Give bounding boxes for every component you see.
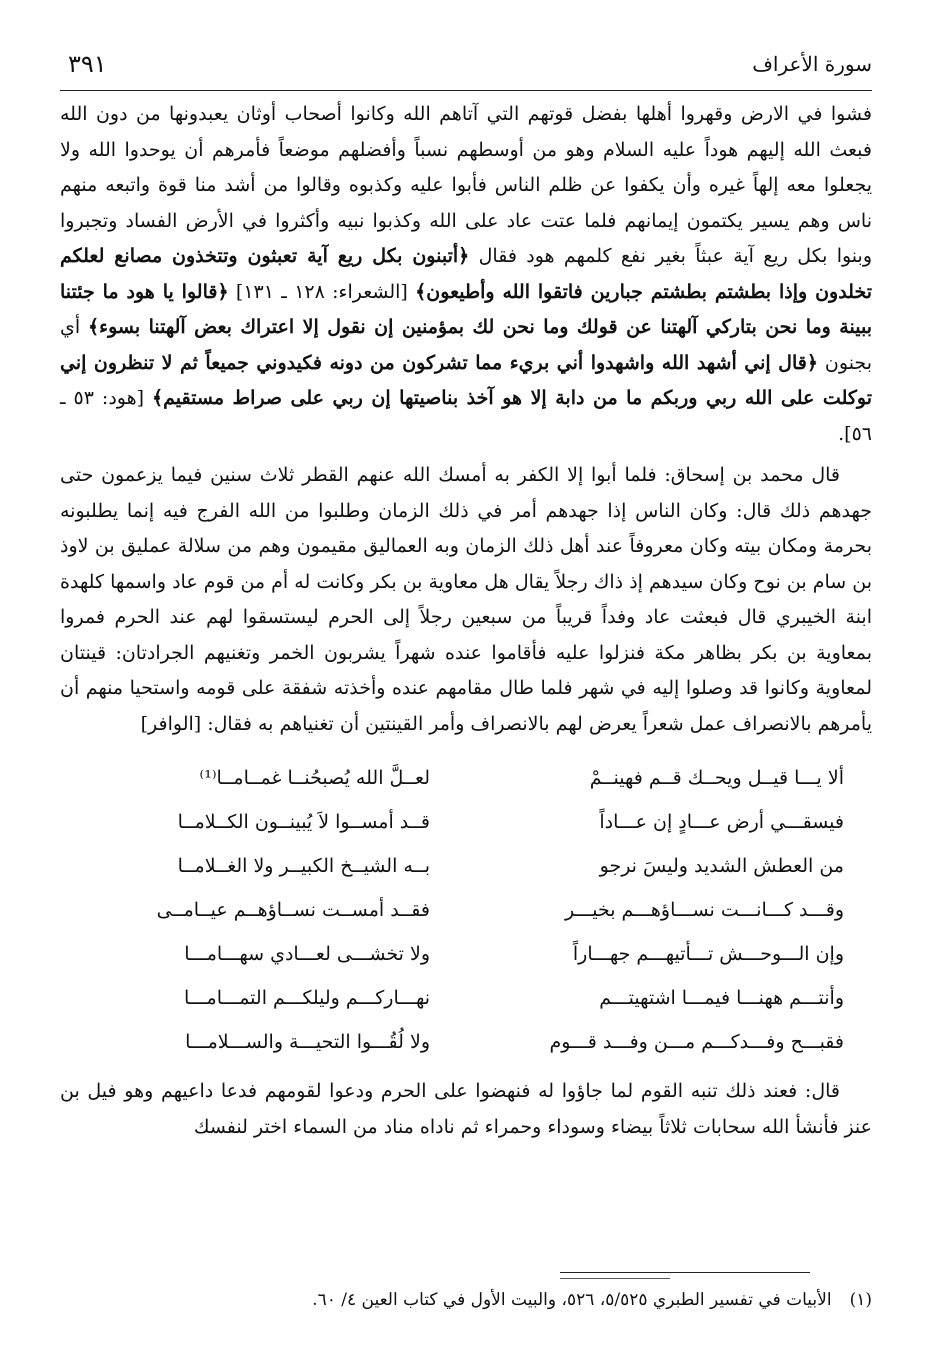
footnote: [60, 1290, 872, 1310]
footnote-text: الأبيات في تفسير الطبري ٥/٥٢٥، ٥٢٦، والبيت الأول في كتاب العين ٤/ ٦٠.: [312, 1290, 832, 1310]
verse-first-half: ألا يـــا قيــل ويحــك قــم فهينــمْ: [589, 767, 844, 789]
verse-second-half: بــه الشيــخ الكبيــر ولا الغــلامــا: [177, 855, 430, 877]
poem-verse: [60, 844, 872, 888]
footnote-divider-short: [560, 1278, 670, 1279]
poem-verse: [60, 1020, 872, 1064]
paragraph-2: قال محمد بن إسحاق: فلما أبوا إلا الكفر به أمسك الله عنهم القطر ثلاث سنين فيما يزعمون حتى جهدهم ذلك قال: وكان الناس إذا جهدهم أمر في ذلك الزمان وطلبوا من الله الفرج فيه إنما يطلبونه بحرمة ومكان بيته وكان معروفاً عند أهل ذلك الزمان وبه العماليق مقيمون وهم من سلالة عمليق بن لاوذ بن سام بن نوح وكان سيدهم إذ ذاك رجلاً يقال هل معاوية بن بكر وكانت له أم من قوم عاد واسمها كلهدة ابنة الخيبري قال فبعثت عاد وفداً قريباً من سبعين رجلاً إلى الحرم ليستسقوا لهم عند الحرم فمروا بمعاوية بن بكر بظاهر مكة فنزلوا عليه فأقاموا عنده شهراً يشربون الخمر وتغنيهم الجرادتان: قينتان لمعاوية وكانوا قد وصلوا إليه في شهر فلما طال مقامهم عنده وأخذته شفقة على قومه واستحيا منهم أن يأمرهم بالانصراف عمل شعراً يعرض لهم بالانصراف وأمر القينتين أن تغنياهم به فقال: [الوافر]: [60, 464, 872, 735]
poem-verse: [60, 800, 872, 844]
poem-verse: [60, 976, 872, 1020]
verse-second-half: قــد أمســوا لاَ يُبينــون الكــلامــا: [177, 811, 430, 833]
page-number: ٣٩١: [68, 50, 107, 78]
paragraph-1: [60, 97, 872, 452]
verse-first-half: وإن الـــوحـــش تـــأتيهـــم جهـــاراً: [572, 943, 844, 965]
verse-first-half: وقـــد كـــانـــت نســـاؤهـــم بخيـــر: [565, 899, 844, 921]
poem-verse: [60, 932, 872, 976]
poem: [60, 756, 872, 1064]
verse-first-half: من العطش الشديد وليسَ نرجو: [599, 855, 844, 877]
surah-title: سورة الأعراف: [752, 52, 872, 76]
main-text: [60, 97, 872, 742]
verse-first-half: فيسقـــي أرض عـــادٍ إن عـــاداً: [599, 811, 844, 833]
footnote-mark: (١): [849, 1290, 872, 1310]
verse-first-half: فقبـــح وفـــدكـــم مـــن وفـــد قـــوم: [549, 1031, 844, 1053]
page-header: [60, 48, 872, 91]
quran-quote-3: ﴿قال إني أشهد الله واشهدوا أني بريء مما تشركون من دونه فكيدوني جميعاً ثم لا تنظرون إني توكلت على الله ربي وربكم ما من دابة إلا هو آخذ بناصيتها إن ربي على صراط مستقيم﴾: [60, 351, 873, 409]
verse-second-half: لعــلَّ الله يُصبحُنــا غمــامــا⁽¹⁾: [199, 767, 430, 789]
verse-second-half: ولا تخشـــى لعـــادي سهـــامـــا: [184, 943, 430, 965]
verse-second-half: نهـــاركـــم وليلكـــم التمـــامـــا: [184, 987, 430, 1009]
narrative-text: فشوا في الارض وقهروا أهلها بفضل قوتهم التي آتاهم الله وكانوا أصحاب أوثان يعبدونها من دون الله فبعث الله إليهم هوداً عليه السلام وهو من أوسطهم نسباً وأفضلهم موضعاً فأمرهم أن يوحدوا الله ولا يجعلوا معه إلهاً غيره وأن يكفوا عن ظلم الناس فأبوا عليه وكذبوه وقالوا من أشد منا قوة واتبعه منهم ناس وهم يسير يكتمون إيمانهم فلما عتت عاد على الله وكذبوا نبيه وأكثروا في الأرض الفساد وتجبروا وبنوا بكل ريع آية عبثاً بغير نفع كلمهم هود فقال: [60, 103, 872, 267]
verse-second-half: ولا لُقُـــوا التحيـــة والســـلامـــا: [185, 1031, 430, 1053]
quran-quote-2: ﴿قالوا يا هود ما جئتنا ببينة وما نحن بتاركي آلهتنا عن قولك وما نحن لك بمؤمنين إن نقول إلا اعتراك بعض آلهتنا بسوء﴾: [60, 280, 872, 338]
quran-quote-1: ﴿أتبنون بكل ريع آية تعبثون وتتخذون مصانع لعلكم تخلدون وإذا بطشتم بطشتم جبارين فاتقوا الله وأطيعون﴾: [60, 245, 873, 303]
quran-reference-1: [الشعراء: ١٢٨ ـ ١٣١]: [228, 280, 416, 303]
verse-first-half: وأنتـــم ههنـــا فيمـــا اشتهيتـــم: [599, 987, 844, 1009]
paragraph-3: قال: فعند ذلك تنبه القوم لما جاؤوا له فنهضوا على الحرم ودعوا لقومهم فدعا داعيهم وهو فيل بن عنز فأنشأ الله سحابات ثلاثاً بيضاء وسوداء وحمراء ثم ناداه مناد من السماء اختر لنفسك: [60, 1080, 872, 1138]
quran-reference-2: [هود: ٥٣ ـ ٥٦].: [60, 387, 872, 445]
poem-verse: [60, 756, 872, 800]
poem-verse: [60, 888, 872, 932]
verse-second-half: فقــد أمســت نســاؤهــم عيــامــى: [156, 899, 430, 921]
footnote-divider: [560, 1272, 810, 1273]
page: [60, 48, 872, 1145]
explanation-text: أي بجنون: [60, 316, 872, 374]
